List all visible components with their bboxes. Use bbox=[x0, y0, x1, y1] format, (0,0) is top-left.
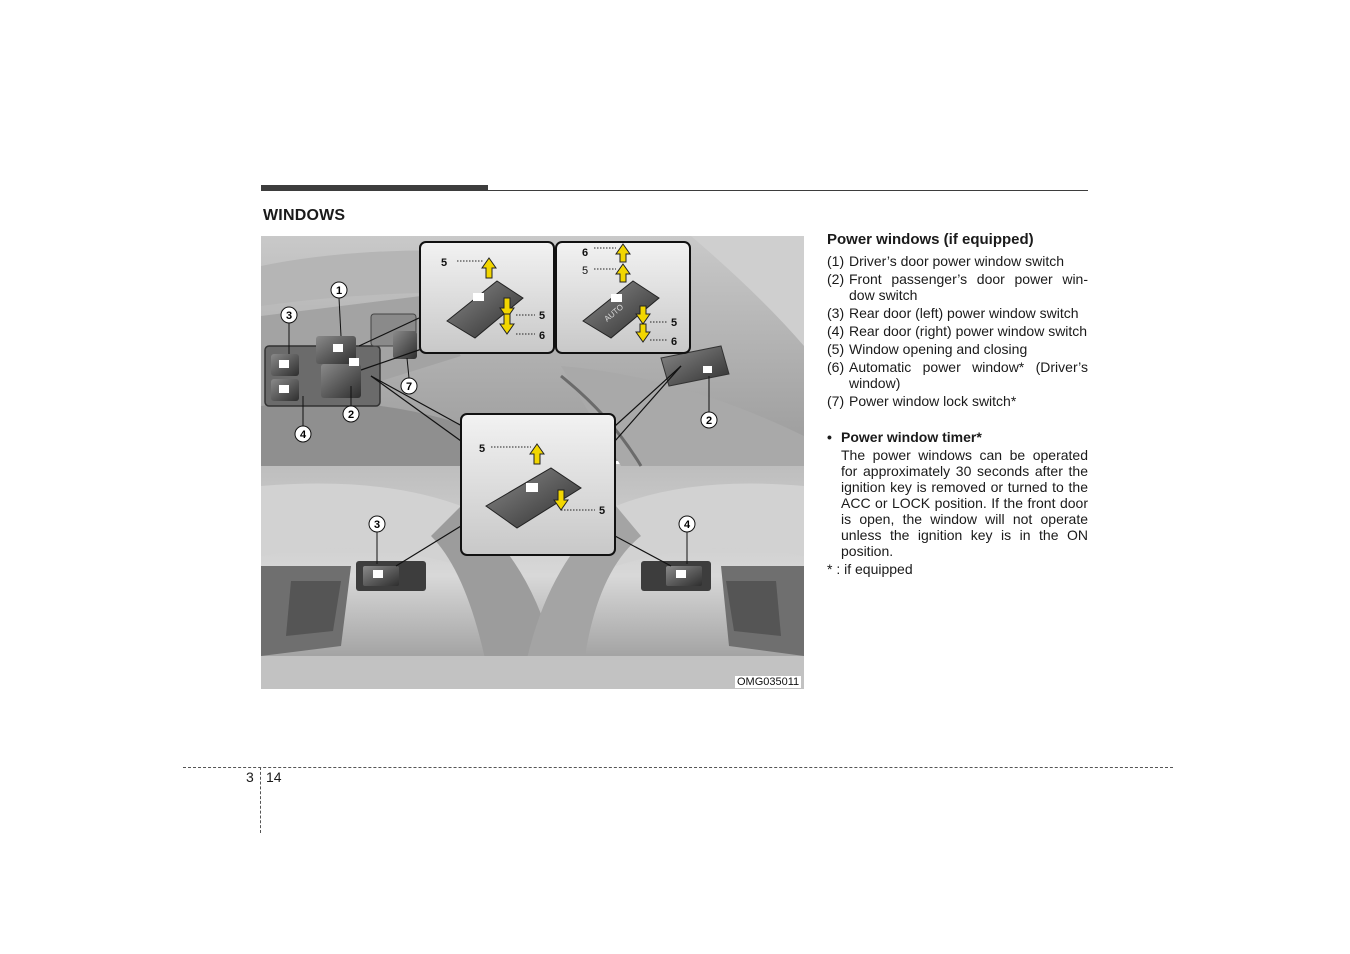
svg-text:7: 7 bbox=[405, 381, 413, 393]
inset1-label-5-up: 5 bbox=[441, 257, 448, 269]
inset-driver-auto-switch bbox=[556, 242, 690, 353]
svg-text:3: 3 bbox=[285, 310, 293, 322]
inset2-label-6-down: 6 bbox=[671, 336, 678, 348]
list-item: (6) Automatic power window* (Driver’s window) bbox=[827, 359, 1088, 391]
svg-text:1: 1 bbox=[335, 285, 343, 297]
footer-dashed-divider bbox=[260, 767, 261, 833]
callout-3-top bbox=[281, 307, 297, 323]
timer-note-title: • Power window timer* bbox=[827, 429, 982, 445]
page-number: 14 bbox=[266, 769, 282, 785]
auto-label: AUTO bbox=[602, 302, 626, 324]
list-item: (3) Rear door (left) power window switch bbox=[827, 305, 1079, 321]
figure-code: OMG035011 bbox=[737, 676, 800, 688]
callout-2-top bbox=[343, 406, 359, 422]
inset1-label-6: 6 bbox=[539, 330, 546, 342]
svg-text:4: 4 bbox=[299, 429, 307, 441]
inset2-label-5-down: 5 bbox=[671, 317, 678, 329]
subsection-heading: Power windows (if equipped) bbox=[827, 231, 1034, 248]
svg-text:4: 4 bbox=[683, 519, 691, 531]
callout-4-bottom bbox=[679, 516, 695, 532]
list-item: (2) Front passenger’s door power win-dow switch bbox=[827, 271, 1088, 303]
list-item: (1) Driver’s door power window switch bbox=[827, 253, 1065, 269]
svg-text:2: 2 bbox=[347, 409, 355, 421]
svg-text:3: 3 bbox=[373, 519, 381, 531]
list-item: (7) Power window lock switch* bbox=[827, 393, 1017, 409]
inset1-label-5-down: 5 bbox=[539, 310, 546, 322]
section-title: WINDOWS bbox=[263, 207, 346, 224]
inset3-label-5-down: 5 bbox=[599, 505, 606, 517]
svg-text:2: 2 bbox=[705, 415, 713, 427]
list-item: (5) Window opening and closing bbox=[827, 341, 1028, 357]
callout-7 bbox=[401, 378, 417, 394]
power-window-illustration bbox=[261, 236, 804, 689]
inset-rear-switch bbox=[461, 414, 615, 555]
timer-note-body: The power windows can be operated for approximately 30 seconds after the ignition key is removed or turned to the ACC or LOCK position. If the front door is open, the window will not operate unless the ignition key is in the ON position. bbox=[841, 447, 1088, 559]
footer-dashed-rule bbox=[183, 767, 1173, 768]
callout-1 bbox=[331, 282, 347, 298]
callout-4-top bbox=[295, 426, 311, 442]
callout-3-bottom bbox=[369, 516, 385, 532]
footnote: * : if equipped bbox=[827, 561, 913, 577]
inset2-label-5-up: 5 bbox=[582, 265, 589, 277]
inset3-label-5-up: 5 bbox=[479, 443, 486, 455]
timer-note bbox=[827, 429, 1088, 559]
inset2-label-6-up: 6 bbox=[582, 247, 589, 259]
chapter-number: 3 bbox=[246, 769, 254, 785]
callout-2-right bbox=[701, 412, 717, 428]
list-item: (4) Rear door (right) power window switch bbox=[827, 323, 1088, 339]
text-column bbox=[827, 232, 1088, 577]
header-rule-thin bbox=[261, 190, 1088, 191]
